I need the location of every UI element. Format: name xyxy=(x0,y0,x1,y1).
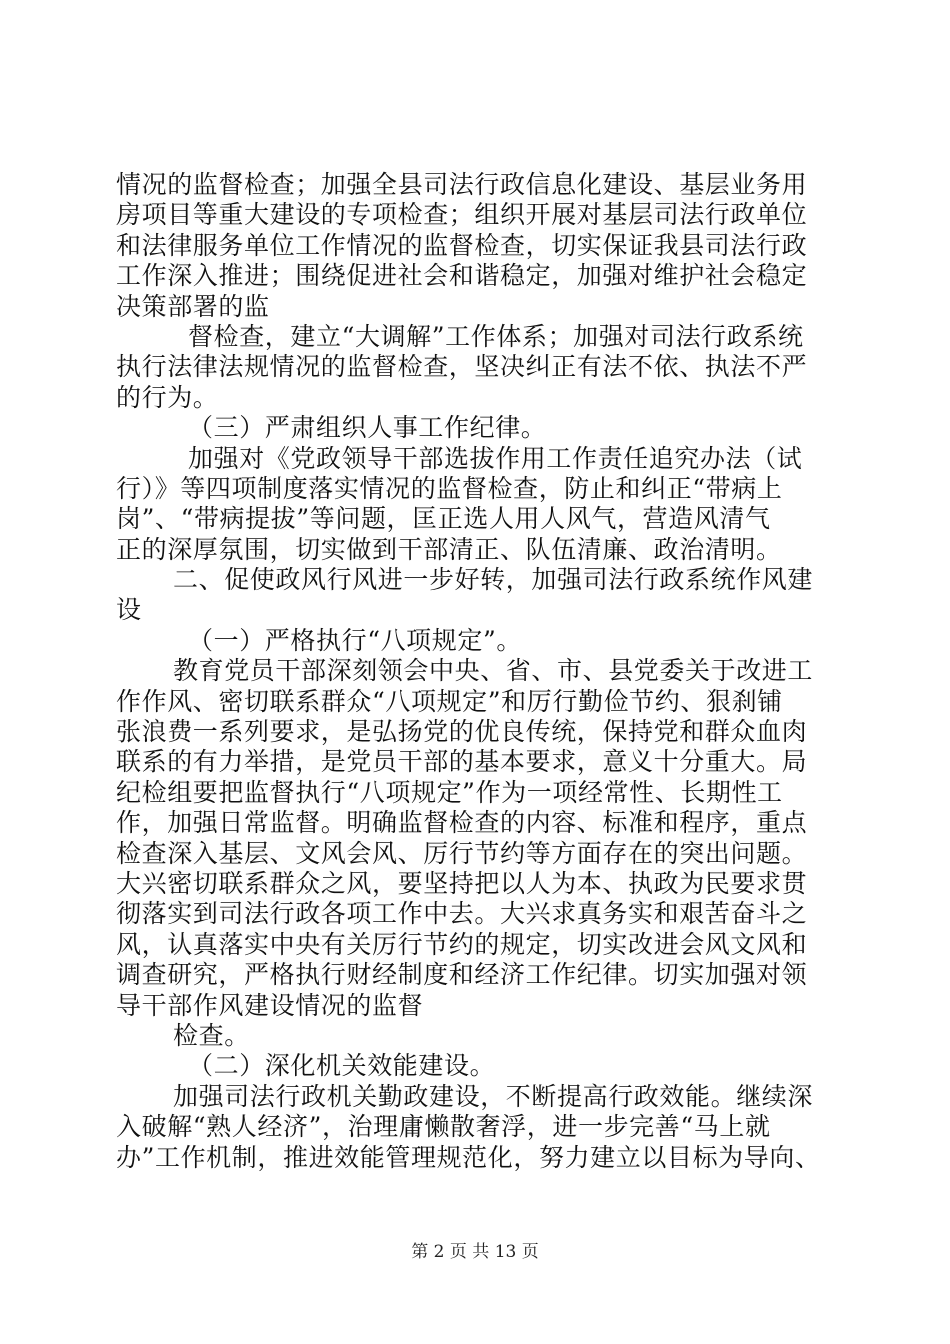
text-line: 执行法律法规情况的监督检查，坚决纠正有法不依、执法不严 xyxy=(116,352,808,382)
text-line: 岗”、“带病提拔”等问题，匡正选人用人风气，营造风清气 xyxy=(116,504,771,534)
document-body xyxy=(116,170,836,1173)
text-line: 教育党员干部深刻领会中央、省、市、县党委关于改进工 xyxy=(173,656,814,686)
text-line: （二）深化机关效能建设。 xyxy=(188,1051,496,1081)
text-line: 纪检组要把监督执行“八项规定”作为一项经常性、长期性工 xyxy=(116,777,783,807)
text-line: 正的深厚氛围，切实做到干部清正、队伍清廉、政治清明。 xyxy=(116,534,782,564)
text-line: 作作风、密切联系群众“八项规定”和厉行勤俭节约、狠刹铺 xyxy=(116,686,783,716)
text-line: 的行为。 xyxy=(116,382,219,412)
text-line: 办”工作机制，推进效能管理规范化，努力建立以目标为导向、 xyxy=(116,1142,821,1172)
text-line: 风，认真落实中央有关厉行节约的规定，切实改进会风文风和 xyxy=(116,929,808,959)
text-line: 决策部署的监 xyxy=(116,291,270,321)
text-line: 作，加强日常监督。明确监督检查的内容、标准和程序，重点 xyxy=(116,808,808,838)
text-line: （一）严格执行“八项规定”。 xyxy=(188,625,522,655)
text-line: 行）》等四项制度落实情况的监督检查，防止和纠正“带病上 xyxy=(116,473,783,503)
text-line: 设 xyxy=(116,595,142,625)
text-line: 加强对《党政领导干部选拔作用工作责任追究办法（试 xyxy=(188,443,803,473)
text-line: 工作深入推进；围绕促进社会和谐稳定，加强对维护社会稳定 xyxy=(116,261,808,291)
text-line: 加强司法行政机关勤政建设，不断提高行政效能。继续深 xyxy=(173,1081,814,1111)
text-line: 检查深入基层、文风会风、厉行节约等方面存在的突出问题。 xyxy=(116,838,808,868)
text-line: 导干部作风建设情况的监督 xyxy=(116,990,424,1020)
text-line: 大兴密切联系群众之风，要坚持把以人为本、执政为民要求贯 xyxy=(116,868,808,898)
text-line: 入破解“熟人经济”，治理庸懒散奢浮，进一步完善“马上就 xyxy=(116,1112,771,1142)
text-line: 和法律服务单位工作情况的监督检查，切实保证我县司法行政 xyxy=(116,230,808,260)
text-line: 检查。 xyxy=(173,1020,250,1050)
page-footer: 第 2 页 共 13 页 xyxy=(411,1242,539,1262)
text-line: 张浪费一系列要求，是弘扬党的优良传统，保持党和群众血肉 xyxy=(116,717,808,747)
text-line: 房项目等重大建设的专项检查；组织开展对基层司法行政单位 xyxy=(116,200,808,230)
text-line: 联系的有力举措，是党员干部的基本要求，意义十分重大。局 xyxy=(116,747,808,777)
text-line: （三）严肃组织人事工作纪律。 xyxy=(188,413,547,443)
text-line: 二、促使政风行风进一步好转，加强司法行政系统作风建 xyxy=(173,565,814,595)
text-line: 调查研究，严格执行财经制度和经济工作纪律。切实加强对领 xyxy=(116,960,808,990)
text-line: 情况的监督检查；加强全县司法行政信息化建设、基层业务用 xyxy=(116,170,808,199)
text-line: 督检查，建立“大调解”工作体系；加强对司法行政系统 xyxy=(188,321,804,351)
text-line: 彻落实到司法行政各项工作中去。大兴求真务实和艰苦奋斗之 xyxy=(116,899,808,929)
